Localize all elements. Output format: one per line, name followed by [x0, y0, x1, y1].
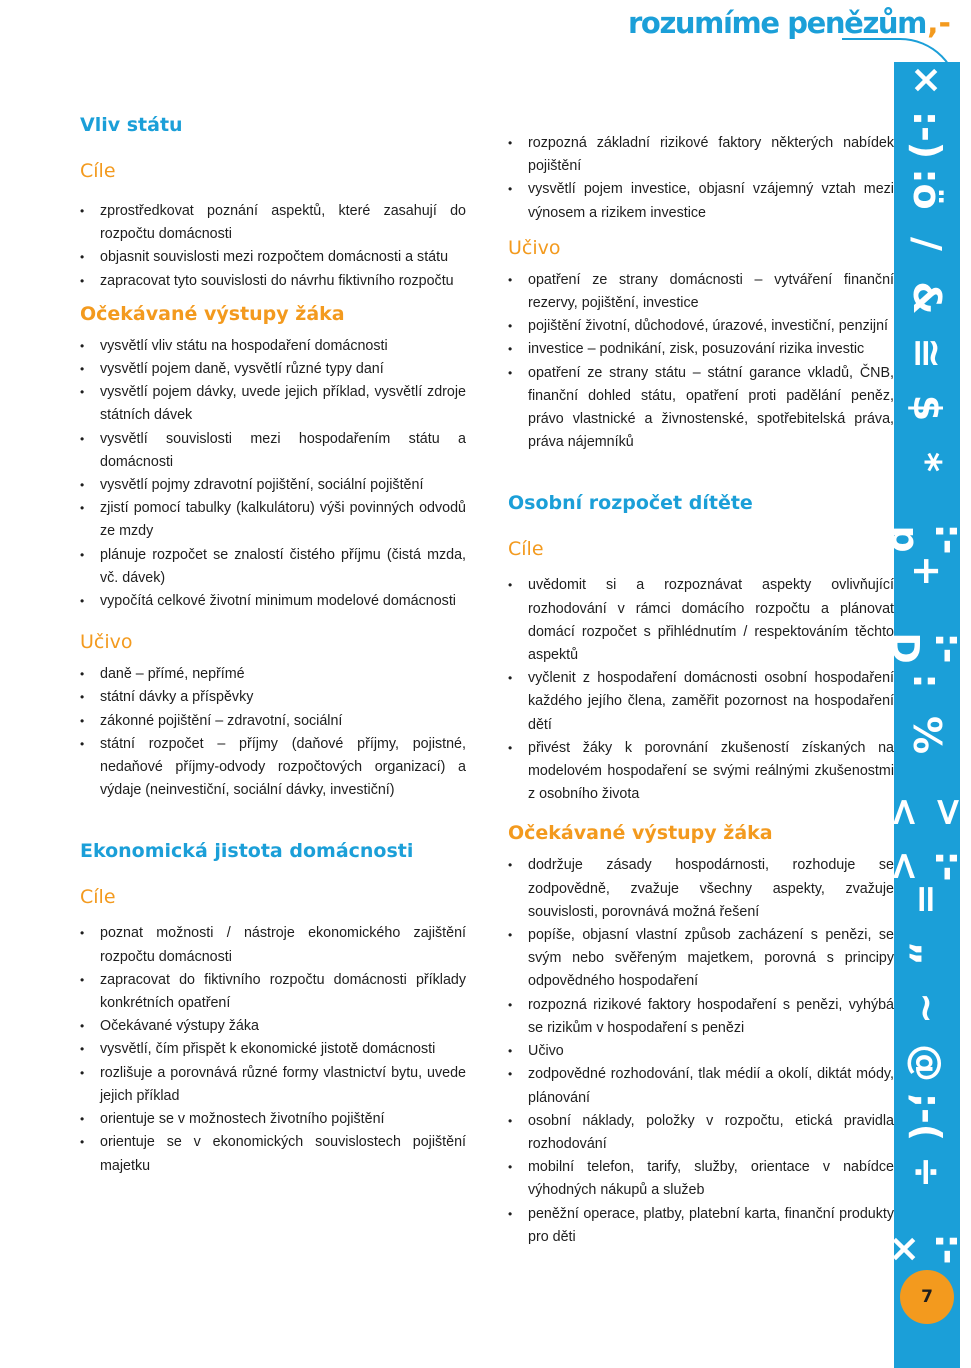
sidebar-symbol-icon: / [905, 236, 949, 251]
list-item: • rozpozná základní rizikové faktory některých nabídek pojištění [508, 132, 894, 178]
goals-heading: Cíle [80, 886, 116, 909]
sidebar-symbol-icon: $ [905, 394, 949, 421]
outputs-list [508, 854, 894, 1248]
content-list [80, 663, 466, 802]
list-item: • mobilní telefon, tarify, služby, orientace v nabídce výhodných nákupů a služeb [508, 1156, 894, 1202]
list-item: • dodržuje zásady hospodárnosti, rozhoduje se zodpovědně, zvažuje všechny aspekty, zvažuje souvislosti, porovnává možná řešení [508, 854, 894, 924]
list-item: • pojištění životní, důchodové, úrazové, investiční, penzijní [508, 315, 894, 338]
sidebar-symbol-icon: :ö [905, 168, 949, 210]
content-heading: Učivo [80, 631, 133, 654]
list-item: • přivést žáky k porovnání zkušeností získaných na modelovém hospodaření se svými reálnými zkušenostmi z osobního života [508, 737, 894, 807]
page-number: 7 [900, 1270, 954, 1324]
list-item: • osobní náklady, položky v rozpočtu, etická pravidla rozhodování [508, 1110, 894, 1156]
list-item: • popíše, objasní vlastní způsob zacházení s penězi, se svým nebo svěřeným majetkem, porovná s principy odpovědného hospodaření [508, 924, 894, 994]
outputs-list [80, 335, 466, 613]
list-item: • vysvětlí pojmy zdravotní pojištění, sociální pojištění [80, 474, 466, 497]
outputs-list-continued [508, 132, 894, 225]
list-item: • objasnit souvislosti mezi rozpočtem domácnosti a státu [80, 246, 466, 269]
goals-heading: Cíle [80, 160, 116, 182]
list-item: • zodpovědné rozhodování, tlak médií a okolí, diktát módy, plánování [508, 1063, 894, 1109]
list-item: • vysvětlí pojem investice, objasní vzájemný vztah mezi výnosem a rizikem investice [508, 178, 894, 224]
list-item: • vysvětlí souvislosti mezi hospodařením státu a domácnosti [80, 428, 466, 474]
outputs-heading: Očekávané výstupy žáka [508, 822, 773, 845]
goals-list [80, 922, 466, 1177]
content-list [508, 269, 894, 455]
section-title-osobni-rozpocet: Osobní rozpočet dítěte [508, 492, 753, 515]
sidebar-symbol-icon: × [905, 64, 949, 96]
list-item: • vysvětlí pojem dávky, uvede jejich příklad, vysvětlí zdroje státních dávek [80, 381, 466, 427]
sidebar-symbol-icon: „ [905, 941, 949, 967]
brand-title: rozumíme penězům [628, 6, 926, 40]
goals-heading: Cíle [508, 538, 544, 561]
list-item: • zapracovat tyto souvislosti do návrhu fiktivního rozpočtu [80, 270, 466, 293]
sidebar-symbol-icon: ≅ [905, 337, 949, 369]
list-item: • státní rozpočet – příjmy (daňové příjmy, pojistné, nedaňové příjmy-odvody rozpočtových organizací) a výdaje (neinvestiční, sociální dávky, investiční) [80, 733, 466, 803]
sidebar-symbol-icon: ~ [905, 992, 949, 1025]
list-item: • plánuje rozpočet se znalostí čistého příjmu (čistá mzda, vč. dávek) [80, 544, 466, 590]
list-item: • vyčlenit z hospodaření domácnosti osobní hospodaření každého jejího člena, zaměřit pozornost na hospodaření dětí [508, 667, 894, 737]
list-item: • opatření ze strany státu – státní garance vkladů, ČNB, finanční dohled státu, opatření proti padělání peněz, právo vlastnické a živnostenské, spotřebitelská práva, práva nájemníků [508, 362, 894, 455]
list-item: • uvědomit si a rozpoznávat aspekty ovlivňující rozhodování v rámci domácího rozpočtu a plánovat domácí rozpočet s přihlédnutím / respektováním těchto aspektů [508, 574, 894, 667]
sidebar-symbol-icon: ÷ [905, 1156, 949, 1188]
left-column [80, 112, 466, 1178]
list-item: • zprostředkovat poznání aspektů, které zasahují do rozpočtu domácnosti [80, 200, 466, 246]
list-item: • zapracovat do fiktivního rozpočtu domácnosti příklady konkrétních opatření [80, 969, 466, 1015]
sidebar-symbol-icon: = [905, 883, 949, 915]
list-item: • orientuje se v možnostech životního pojištění [80, 1108, 466, 1131]
list-item: • vysvětlí pojem daně, vysvětlí různé typy daní [80, 358, 466, 381]
list-item: • vypočítá celkové životní minimum modelové domácnosti [80, 590, 466, 613]
right-column [508, 132, 894, 1249]
list-item: • zákonné pojištění – zdravotní, sociální [80, 710, 466, 733]
list-item: • poznat možnosti / nástroje ekonomického zajištění rozpočtu domácnosti [80, 922, 466, 968]
sidebar-symbol-icon: * [905, 452, 949, 473]
list-item: • orientuje se v ekonomických souvislostech pojištění majetku [80, 1131, 466, 1177]
list-item: • rozpozná rizikové faktory hospodaření s penězi, vyhýbá se rizikům v hospodaření s penězi [508, 994, 894, 1040]
list-item: • státní dávky a příspěvky [80, 686, 466, 709]
list-item: • Učivo [508, 1040, 894, 1063]
outputs-heading: Očekávané výstupy žáka [80, 302, 345, 325]
section-title-ekonomicka-jistota: Ekonomická jistota domácnosti [80, 840, 414, 863]
list-item: • investice – podnikání, zisk, posuzování rizika investic [508, 338, 894, 361]
list-item: • vysvětlí vliv státu na hospodaření domácnosti [80, 335, 466, 358]
section-title-vliv-statu: Vliv státu [80, 114, 183, 136]
list-item: • peněžní operace, platby, platební karta, finanční produkty pro děti [508, 1203, 894, 1249]
goals-list [80, 200, 466, 293]
sidebar-symbol-icon: :-D [883, 632, 971, 664]
list-item: • opatření ze strany domácnosti – vytváření finanční rezervy, pojištění, investice [508, 269, 894, 315]
sidebar-symbol-icon: + [905, 555, 949, 588]
goals-list [508, 574, 894, 806]
list-item: • rozlišuje a porovnává různé formy vlastnictví bytu, uvede jejich příklad [80, 1062, 466, 1108]
sidebar-symbol-icon: :-p [883, 523, 971, 555]
sidebar-symbol-icon: :-< [883, 850, 971, 883]
sidebar-symbol-icon: & [905, 281, 949, 315]
list-item: • daně – přímé, nepřímé [80, 663, 466, 686]
content-heading: Učivo [508, 236, 561, 259]
smiley-logo-icon: ,- [927, 6, 951, 41]
sidebar-symbol-icon: >< [883, 795, 971, 828]
sidebar-symbol-icon: :-× [883, 1232, 971, 1265]
sidebar-symbol-icon: :-) [905, 110, 949, 159]
list-item: • zjistí pomocí tabulky (kalkulátoru) výši povinných odvodů ze mzdy [80, 497, 466, 543]
list-item: • Očekávané výstupy žáka [80, 1015, 466, 1038]
sidebar-symbol-icon: % [905, 716, 949, 755]
sidebar-symbol-icon: @ [905, 1043, 949, 1082]
list-item: • vysvětlí, čím přispět k ekonomické jistotě domácnosti [80, 1038, 466, 1061]
sidebar-symbol-icon: ;-( [905, 1093, 949, 1142]
sidebar-symbol-icon: : [905, 672, 949, 689]
